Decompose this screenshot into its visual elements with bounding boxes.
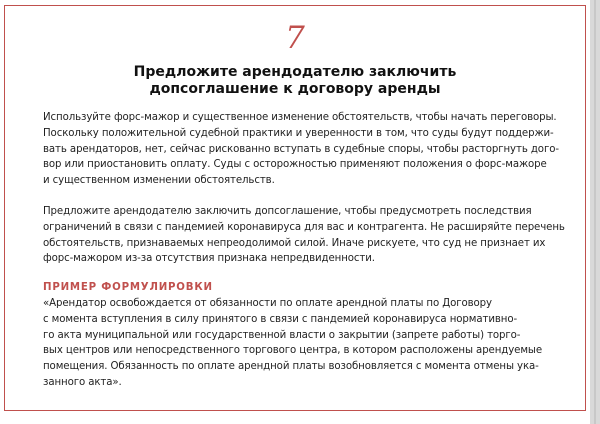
paragraph-force-majeure [43, 110, 561, 189]
example-line: занного акта». [43, 376, 122, 388]
example-heading: ПРИМЕР ФОРМУЛИРОВКИ [43, 282, 213, 293]
paragraph-line: ограничений в связи с пандемией коронавируса для вас и контрагента. Не расширяйте перечень [43, 221, 565, 233]
page-edge-shadow [594, 0, 596, 424]
example-line: помещения. Обязанность по оплате арендной платы возобновляется с момента отмены ука- [43, 361, 539, 373]
paragraph-line: вать арендаторов, нет, сейчас рискованно вступать в судебные споры, чтобы расторгнуть дого- [43, 143, 559, 155]
step-number: 7 [285, 20, 305, 56]
example-line: «Арендатор освобождается от обязанности по оплате арендной платы по Договору [43, 298, 492, 309]
paragraph-line: форс-мажором из-за отсутствия признака непредвиденности. [43, 253, 375, 265]
paragraph-line: Предложите арендодателю заключить допсоглашение, чтобы предусмотреть последствия [43, 206, 532, 217]
example-wording [43, 296, 561, 391]
paragraph-line: обстоятельств, признаваемых непреодолимой силой. Иначе рискуете, что суд не признает их [43, 237, 546, 249]
section-title-line-1: Предложите арендодателю заключить [133, 64, 457, 80]
paragraph-line: и существенном изменении обстоятельств. [43, 175, 275, 187]
paragraph-supplementary-agreement [43, 204, 565, 267]
paragraph-line: вор или приостановить оплату. Суды с осторожностью применяют положения о форс-мажоре [43, 159, 547, 171]
section-title-line-2: допсоглашение к договору аренды [149, 81, 441, 97]
paragraph-line: Используйте форс-мажор и существенное изменение обстоятельств, чтобы начать переговоры. [43, 112, 557, 123]
example-line: го акта муниципальной или государственной власти о закрытии (запрете работы) торго- [43, 329, 521, 341]
example-line: вых центров или непосредственного торгового центра, в котором расположены арендуемые [43, 345, 543, 357]
document-card [4, 5, 586, 411]
section-title [5, 64, 585, 98]
example-line: с момента вступления в силу принятого в связи с пандемией коронавируса нормативно- [43, 313, 518, 325]
paragraph-line: Поскольку положительной судебной практики и уверенности в том, что суды будут поддержи- [43, 127, 554, 139]
